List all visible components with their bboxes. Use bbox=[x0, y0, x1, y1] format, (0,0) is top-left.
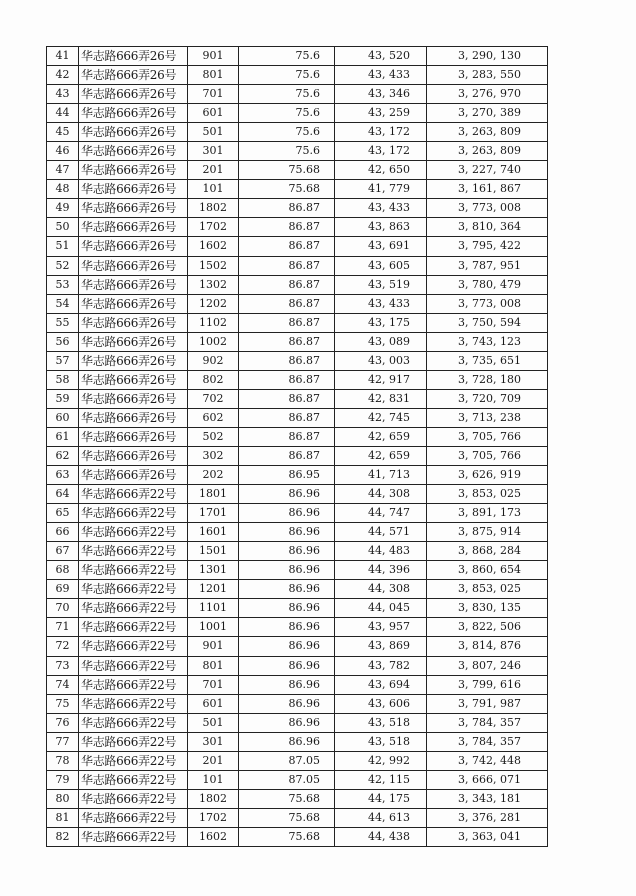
area-cell: 75.68 bbox=[239, 180, 335, 199]
total-price-cell: 3, 263, 809 bbox=[427, 142, 548, 161]
price-table-body bbox=[47, 47, 548, 847]
table-row bbox=[47, 237, 548, 256]
unit-price-cell: 44, 438 bbox=[335, 827, 427, 846]
unit-price-cell: 43, 863 bbox=[335, 218, 427, 237]
row-number-cell: 66 bbox=[47, 523, 79, 542]
row-number-cell: 51 bbox=[47, 237, 79, 256]
address-cell: 华志路666弄22号 bbox=[79, 542, 188, 561]
row-number-cell: 69 bbox=[47, 580, 79, 599]
total-price-cell: 3, 807, 246 bbox=[427, 656, 548, 675]
address-cell: 华志路666弄26号 bbox=[79, 256, 188, 275]
address-cell: 华志路666弄22号 bbox=[79, 789, 188, 808]
room-number-cell: 301 bbox=[188, 732, 239, 751]
total-price-cell: 3, 891, 173 bbox=[427, 504, 548, 523]
address-cell: 华志路666弄22号 bbox=[79, 504, 188, 523]
unit-price-cell: 44, 613 bbox=[335, 808, 427, 827]
room-number-cell: 1802 bbox=[188, 789, 239, 808]
table-row bbox=[47, 789, 548, 808]
unit-price-cell: 44, 308 bbox=[335, 485, 427, 504]
row-number-cell: 71 bbox=[47, 618, 79, 637]
area-cell: 86.87 bbox=[239, 446, 335, 465]
room-number-cell: 1302 bbox=[188, 275, 239, 294]
address-cell: 华志路666弄22号 bbox=[79, 751, 188, 770]
address-cell: 华志路666弄26号 bbox=[79, 294, 188, 313]
address-cell: 华志路666弄22号 bbox=[79, 675, 188, 694]
row-number-cell: 62 bbox=[47, 446, 79, 465]
address-cell: 华志路666弄26号 bbox=[79, 180, 188, 199]
table-row bbox=[47, 294, 548, 313]
room-number-cell: 1301 bbox=[188, 561, 239, 580]
table-row bbox=[47, 389, 548, 408]
room-number-cell: 201 bbox=[188, 161, 239, 180]
total-price-cell: 3, 799, 616 bbox=[427, 675, 548, 694]
room-number-cell: 801 bbox=[188, 656, 239, 675]
table-row bbox=[47, 561, 548, 580]
room-number-cell: 601 bbox=[188, 104, 239, 123]
area-cell: 75.6 bbox=[239, 142, 335, 161]
area-cell: 86.87 bbox=[239, 313, 335, 332]
total-price-cell: 3, 743, 123 bbox=[427, 332, 548, 351]
room-number-cell: 502 bbox=[188, 427, 239, 446]
total-price-cell: 3, 853, 025 bbox=[427, 485, 548, 504]
total-price-cell: 3, 853, 025 bbox=[427, 580, 548, 599]
area-cell: 86.87 bbox=[239, 332, 335, 351]
table-row bbox=[47, 466, 548, 485]
row-number-cell: 67 bbox=[47, 542, 79, 561]
address-cell: 华志路666弄22号 bbox=[79, 732, 188, 751]
row-number-cell: 42 bbox=[47, 66, 79, 85]
room-number-cell: 501 bbox=[188, 713, 239, 732]
room-number-cell: 501 bbox=[188, 123, 239, 142]
table-row bbox=[47, 313, 548, 332]
table-row bbox=[47, 47, 548, 66]
row-number-cell: 78 bbox=[47, 751, 79, 770]
address-cell: 华志路666弄22号 bbox=[79, 561, 188, 580]
address-cell: 华志路666弄26号 bbox=[79, 389, 188, 408]
table-row bbox=[47, 542, 548, 561]
room-number-cell: 901 bbox=[188, 47, 239, 66]
total-price-cell: 3, 270, 389 bbox=[427, 104, 548, 123]
address-cell: 华志路666弄22号 bbox=[79, 808, 188, 827]
area-cell: 75.6 bbox=[239, 66, 335, 85]
row-number-cell: 54 bbox=[47, 294, 79, 313]
row-number-cell: 46 bbox=[47, 142, 79, 161]
area-cell: 86.96 bbox=[239, 523, 335, 542]
unit-price-cell: 43, 433 bbox=[335, 294, 427, 313]
row-number-cell: 76 bbox=[47, 713, 79, 732]
unit-price-cell: 42, 992 bbox=[335, 751, 427, 770]
total-price-cell: 3, 363, 041 bbox=[427, 827, 548, 846]
room-number-cell: 1802 bbox=[188, 199, 239, 218]
room-number-cell: 1202 bbox=[188, 294, 239, 313]
room-number-cell: 301 bbox=[188, 142, 239, 161]
table-row bbox=[47, 66, 548, 85]
row-number-cell: 44 bbox=[47, 104, 79, 123]
area-cell: 86.87 bbox=[239, 408, 335, 427]
area-cell: 86.96 bbox=[239, 542, 335, 561]
table-row bbox=[47, 485, 548, 504]
room-number-cell: 1801 bbox=[188, 485, 239, 504]
address-cell: 华志路666弄22号 bbox=[79, 523, 188, 542]
table-row bbox=[47, 713, 548, 732]
table-row bbox=[47, 199, 548, 218]
row-number-cell: 77 bbox=[47, 732, 79, 751]
room-number-cell: 701 bbox=[188, 85, 239, 104]
address-cell: 华志路666弄22号 bbox=[79, 599, 188, 618]
area-cell: 86.96 bbox=[239, 732, 335, 751]
total-price-cell: 3, 720, 709 bbox=[427, 389, 548, 408]
room-number-cell: 1001 bbox=[188, 618, 239, 637]
row-number-cell: 74 bbox=[47, 675, 79, 694]
room-number-cell: 1601 bbox=[188, 523, 239, 542]
area-cell: 86.96 bbox=[239, 561, 335, 580]
unit-price-cell: 43, 606 bbox=[335, 694, 427, 713]
table-row bbox=[47, 675, 548, 694]
unit-price-cell: 43, 259 bbox=[335, 104, 427, 123]
unit-price-cell: 43, 518 bbox=[335, 732, 427, 751]
total-price-cell: 3, 830, 135 bbox=[427, 599, 548, 618]
address-cell: 华志路666弄26号 bbox=[79, 85, 188, 104]
area-cell: 86.87 bbox=[239, 389, 335, 408]
area-cell: 86.96 bbox=[239, 580, 335, 599]
unit-price-cell: 43, 519 bbox=[335, 275, 427, 294]
room-number-cell: 702 bbox=[188, 389, 239, 408]
table-row bbox=[47, 161, 548, 180]
row-number-cell: 53 bbox=[47, 275, 79, 294]
total-price-cell: 3, 795, 422 bbox=[427, 237, 548, 256]
table-row bbox=[47, 332, 548, 351]
table-row bbox=[47, 694, 548, 713]
room-number-cell: 101 bbox=[188, 770, 239, 789]
address-cell: 华志路666弄26号 bbox=[79, 408, 188, 427]
room-number-cell: 1501 bbox=[188, 542, 239, 561]
unit-price-cell: 43, 518 bbox=[335, 713, 427, 732]
area-cell: 86.96 bbox=[239, 504, 335, 523]
table-row bbox=[47, 85, 548, 104]
total-price-cell: 3, 791, 987 bbox=[427, 694, 548, 713]
total-price-cell: 3, 227, 740 bbox=[427, 161, 548, 180]
table-row bbox=[47, 256, 548, 275]
total-price-cell: 3, 666, 071 bbox=[427, 770, 548, 789]
total-price-cell: 3, 626, 919 bbox=[427, 466, 548, 485]
room-number-cell: 801 bbox=[188, 66, 239, 85]
table-row bbox=[47, 142, 548, 161]
total-price-cell: 3, 784, 357 bbox=[427, 713, 548, 732]
address-cell: 华志路666弄26号 bbox=[79, 332, 188, 351]
unit-price-cell: 44, 045 bbox=[335, 599, 427, 618]
row-number-cell: 52 bbox=[47, 256, 79, 275]
area-cell: 75.6 bbox=[239, 123, 335, 142]
total-price-cell: 3, 283, 550 bbox=[427, 66, 548, 85]
room-number-cell: 602 bbox=[188, 408, 239, 427]
row-number-cell: 48 bbox=[47, 180, 79, 199]
table-row bbox=[47, 446, 548, 465]
unit-price-cell: 42, 650 bbox=[335, 161, 427, 180]
address-cell: 华志路666弄26号 bbox=[79, 47, 188, 66]
address-cell: 华志路666弄26号 bbox=[79, 66, 188, 85]
row-number-cell: 64 bbox=[47, 485, 79, 504]
total-price-cell: 3, 814, 876 bbox=[427, 637, 548, 656]
total-price-cell: 3, 780, 479 bbox=[427, 275, 548, 294]
unit-price-cell: 44, 571 bbox=[335, 523, 427, 542]
total-price-cell: 3, 705, 766 bbox=[427, 446, 548, 465]
area-cell: 86.96 bbox=[239, 618, 335, 637]
unit-price-cell: 43, 172 bbox=[335, 123, 427, 142]
total-price-cell: 3, 810, 364 bbox=[427, 218, 548, 237]
area-cell: 86.96 bbox=[239, 485, 335, 504]
total-price-cell: 3, 773, 008 bbox=[427, 199, 548, 218]
address-cell: 华志路666弄26号 bbox=[79, 104, 188, 123]
address-cell: 华志路666弄26号 bbox=[79, 142, 188, 161]
address-cell: 华志路666弄26号 bbox=[79, 218, 188, 237]
area-cell: 86.87 bbox=[239, 370, 335, 389]
table-row bbox=[47, 523, 548, 542]
address-cell: 华志路666弄22号 bbox=[79, 713, 188, 732]
total-price-cell: 3, 773, 008 bbox=[427, 294, 548, 313]
unit-price-cell: 42, 745 bbox=[335, 408, 427, 427]
area-cell: 86.87 bbox=[239, 199, 335, 218]
room-number-cell: 601 bbox=[188, 694, 239, 713]
total-price-cell: 3, 875, 914 bbox=[427, 523, 548, 542]
total-price-cell: 3, 376, 281 bbox=[427, 808, 548, 827]
row-number-cell: 41 bbox=[47, 47, 79, 66]
area-cell: 86.87 bbox=[239, 237, 335, 256]
row-number-cell: 43 bbox=[47, 85, 79, 104]
room-number-cell: 1201 bbox=[188, 580, 239, 599]
unit-price-cell: 42, 659 bbox=[335, 446, 427, 465]
room-number-cell: 802 bbox=[188, 370, 239, 389]
row-number-cell: 82 bbox=[47, 827, 79, 846]
room-number-cell: 701 bbox=[188, 675, 239, 694]
area-cell: 86.87 bbox=[239, 218, 335, 237]
total-price-cell: 3, 343, 181 bbox=[427, 789, 548, 808]
row-number-cell: 47 bbox=[47, 161, 79, 180]
total-price-cell: 3, 263, 809 bbox=[427, 123, 548, 142]
unit-price-cell: 43, 694 bbox=[335, 675, 427, 694]
area-cell: 75.6 bbox=[239, 47, 335, 66]
unit-price-cell: 42, 831 bbox=[335, 389, 427, 408]
area-cell: 75.68 bbox=[239, 827, 335, 846]
area-cell: 86.87 bbox=[239, 256, 335, 275]
unit-price-cell: 42, 659 bbox=[335, 427, 427, 446]
total-price-cell: 3, 784, 357 bbox=[427, 732, 548, 751]
address-cell: 华志路666弄22号 bbox=[79, 656, 188, 675]
row-number-cell: 80 bbox=[47, 789, 79, 808]
total-price-cell: 3, 860, 654 bbox=[427, 561, 548, 580]
room-number-cell: 1702 bbox=[188, 218, 239, 237]
room-number-cell: 302 bbox=[188, 446, 239, 465]
unit-price-cell: 43, 003 bbox=[335, 351, 427, 370]
total-price-cell: 3, 290, 130 bbox=[427, 47, 548, 66]
unit-price-cell: 43, 957 bbox=[335, 618, 427, 637]
table-row bbox=[47, 275, 548, 294]
unit-price-cell: 42, 917 bbox=[335, 370, 427, 389]
total-price-cell: 3, 742, 448 bbox=[427, 751, 548, 770]
unit-price-cell: 43, 433 bbox=[335, 66, 427, 85]
area-cell: 75.68 bbox=[239, 789, 335, 808]
row-number-cell: 56 bbox=[47, 332, 79, 351]
table-row bbox=[47, 427, 548, 446]
unit-price-cell: 43, 172 bbox=[335, 142, 427, 161]
area-cell: 86.96 bbox=[239, 694, 335, 713]
room-number-cell: 1602 bbox=[188, 827, 239, 846]
area-cell: 75.6 bbox=[239, 85, 335, 104]
room-number-cell: 1701 bbox=[188, 504, 239, 523]
total-price-cell: 3, 713, 238 bbox=[427, 408, 548, 427]
total-price-cell: 3, 735, 651 bbox=[427, 351, 548, 370]
total-price-cell: 3, 728, 180 bbox=[427, 370, 548, 389]
table-row bbox=[47, 180, 548, 199]
room-number-cell: 1502 bbox=[188, 256, 239, 275]
unit-price-cell: 43, 520 bbox=[335, 47, 427, 66]
total-price-cell: 3, 276, 970 bbox=[427, 85, 548, 104]
unit-price-cell: 43, 175 bbox=[335, 313, 427, 332]
row-number-cell: 58 bbox=[47, 370, 79, 389]
area-cell: 75.68 bbox=[239, 808, 335, 827]
room-number-cell: 1702 bbox=[188, 808, 239, 827]
row-number-cell: 79 bbox=[47, 770, 79, 789]
address-cell: 华志路666弄26号 bbox=[79, 370, 188, 389]
address-cell: 华志路666弄22号 bbox=[79, 618, 188, 637]
table-row bbox=[47, 637, 548, 656]
table-row bbox=[47, 218, 548, 237]
address-cell: 华志路666弄26号 bbox=[79, 446, 188, 465]
unit-price-cell: 43, 782 bbox=[335, 656, 427, 675]
unit-price-cell: 44, 308 bbox=[335, 580, 427, 599]
address-cell: 华志路666弄26号 bbox=[79, 199, 188, 218]
address-cell: 华志路666弄22号 bbox=[79, 694, 188, 713]
unit-price-cell: 44, 747 bbox=[335, 504, 427, 523]
unit-price-cell: 44, 175 bbox=[335, 789, 427, 808]
area-cell: 86.96 bbox=[239, 656, 335, 675]
unit-price-cell: 43, 869 bbox=[335, 637, 427, 656]
table-row bbox=[47, 504, 548, 523]
unit-price-cell: 42, 115 bbox=[335, 770, 427, 789]
area-cell: 86.95 bbox=[239, 466, 335, 485]
area-cell: 87.05 bbox=[239, 770, 335, 789]
address-cell: 华志路666弄26号 bbox=[79, 237, 188, 256]
table-row bbox=[47, 351, 548, 370]
area-cell: 86.87 bbox=[239, 427, 335, 446]
row-number-cell: 55 bbox=[47, 313, 79, 332]
row-number-cell: 72 bbox=[47, 637, 79, 656]
row-number-cell: 60 bbox=[47, 408, 79, 427]
address-cell: 华志路666弄26号 bbox=[79, 161, 188, 180]
area-cell: 86.87 bbox=[239, 275, 335, 294]
table-row bbox=[47, 104, 548, 123]
table-row bbox=[47, 751, 548, 770]
table-row bbox=[47, 370, 548, 389]
row-number-cell: 68 bbox=[47, 561, 79, 580]
price-table bbox=[46, 46, 548, 847]
room-number-cell: 202 bbox=[188, 466, 239, 485]
address-cell: 华志路666弄22号 bbox=[79, 580, 188, 599]
total-price-cell: 3, 750, 594 bbox=[427, 313, 548, 332]
total-price-cell: 3, 822, 506 bbox=[427, 618, 548, 637]
room-number-cell: 1101 bbox=[188, 599, 239, 618]
address-cell: 华志路666弄26号 bbox=[79, 275, 188, 294]
unit-price-cell: 44, 396 bbox=[335, 561, 427, 580]
row-number-cell: 50 bbox=[47, 218, 79, 237]
table-row bbox=[47, 408, 548, 427]
room-number-cell: 902 bbox=[188, 351, 239, 370]
address-cell: 华志路666弄22号 bbox=[79, 637, 188, 656]
total-price-cell: 3, 161, 867 bbox=[427, 180, 548, 199]
address-cell: 华志路666弄22号 bbox=[79, 485, 188, 504]
area-cell: 86.96 bbox=[239, 713, 335, 732]
row-number-cell: 75 bbox=[47, 694, 79, 713]
room-number-cell: 201 bbox=[188, 751, 239, 770]
table-row bbox=[47, 599, 548, 618]
row-number-cell: 81 bbox=[47, 808, 79, 827]
table-row bbox=[47, 580, 548, 599]
room-number-cell: 101 bbox=[188, 180, 239, 199]
address-cell: 华志路666弄22号 bbox=[79, 770, 188, 789]
row-number-cell: 45 bbox=[47, 123, 79, 142]
table-row bbox=[47, 732, 548, 751]
area-cell: 86.96 bbox=[239, 637, 335, 656]
row-number-cell: 73 bbox=[47, 656, 79, 675]
table-row bbox=[47, 827, 548, 846]
address-cell: 华志路666弄26号 bbox=[79, 123, 188, 142]
unit-price-cell: 44, 483 bbox=[335, 542, 427, 561]
address-cell: 华志路666弄22号 bbox=[79, 827, 188, 846]
total-price-cell: 3, 787, 951 bbox=[427, 256, 548, 275]
row-number-cell: 61 bbox=[47, 427, 79, 446]
area-cell: 86.96 bbox=[239, 675, 335, 694]
table-row bbox=[47, 656, 548, 675]
room-number-cell: 1102 bbox=[188, 313, 239, 332]
area-cell: 86.87 bbox=[239, 351, 335, 370]
area-cell: 75.68 bbox=[239, 161, 335, 180]
row-number-cell: 63 bbox=[47, 466, 79, 485]
row-number-cell: 59 bbox=[47, 389, 79, 408]
unit-price-cell: 43, 346 bbox=[335, 85, 427, 104]
address-cell: 华志路666弄26号 bbox=[79, 466, 188, 485]
table-row bbox=[47, 770, 548, 789]
address-cell: 华志路666弄26号 bbox=[79, 427, 188, 446]
total-price-cell: 3, 868, 284 bbox=[427, 542, 548, 561]
room-number-cell: 1002 bbox=[188, 332, 239, 351]
area-cell: 86.87 bbox=[239, 294, 335, 313]
area-cell: 75.6 bbox=[239, 104, 335, 123]
row-number-cell: 57 bbox=[47, 351, 79, 370]
unit-price-cell: 43, 089 bbox=[335, 332, 427, 351]
unit-price-cell: 43, 605 bbox=[335, 256, 427, 275]
unit-price-cell: 43, 433 bbox=[335, 199, 427, 218]
address-cell: 华志路666弄26号 bbox=[79, 351, 188, 370]
row-number-cell: 65 bbox=[47, 504, 79, 523]
unit-price-cell: 43, 691 bbox=[335, 237, 427, 256]
area-cell: 87.05 bbox=[239, 751, 335, 770]
room-number-cell: 901 bbox=[188, 637, 239, 656]
address-cell: 华志路666弄26号 bbox=[79, 313, 188, 332]
row-number-cell: 70 bbox=[47, 599, 79, 618]
unit-price-cell: 41, 779 bbox=[335, 180, 427, 199]
table-row bbox=[47, 123, 548, 142]
row-number-cell: 49 bbox=[47, 199, 79, 218]
unit-price-cell: 41, 713 bbox=[335, 466, 427, 485]
table-row bbox=[47, 808, 548, 827]
table-row bbox=[47, 618, 548, 637]
room-number-cell: 1602 bbox=[188, 237, 239, 256]
total-price-cell: 3, 705, 766 bbox=[427, 427, 548, 446]
area-cell: 86.96 bbox=[239, 599, 335, 618]
